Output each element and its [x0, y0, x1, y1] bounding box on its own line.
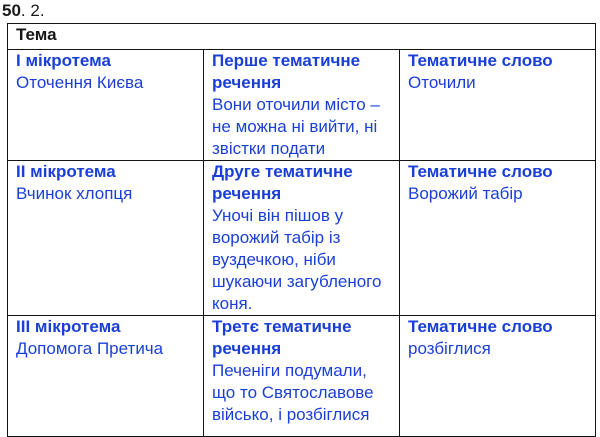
microtheme-cell: [8, 316, 204, 437]
word-label: Тематичне слово: [408, 51, 553, 70]
sentence-value: Вони оточили місто – не можна ні вийти, ні звістки подати: [212, 95, 380, 158]
exercise-sub-number: 2.: [30, 1, 45, 20]
word-value: Оточили: [408, 73, 476, 92]
exercise-number: 50. 2.: [2, 1, 45, 20]
word-label: Тематичне слово: [408, 317, 553, 336]
sentence-value: Печеніги подумали, що то Святославове військо, і розбіглися: [212, 361, 374, 424]
theme-row: [8, 24, 596, 50]
sentence-cell: [204, 161, 400, 316]
microtheme-cell: [8, 161, 204, 316]
sentence-label: Перше тематичне речення: [212, 51, 361, 92]
word-value: Ворожий табір: [408, 184, 523, 203]
sentence-label: Третє тематичне речення: [212, 317, 352, 358]
sentence-label: Друге тематичне речення: [212, 162, 353, 203]
microtheme-value: Оточення Києва: [16, 73, 144, 92]
word-value: розбіглися: [408, 339, 491, 358]
sentence-cell: [204, 50, 400, 161]
theme-cell: [8, 24, 596, 50]
word-cell: [400, 316, 596, 437]
word-label: Тематичне слово: [408, 162, 553, 181]
word-cell: [400, 161, 596, 316]
exercise-main-number: 50: [2, 1, 21, 20]
word-cell: [400, 50, 596, 161]
microtheme-value: Вчинок хлопця: [16, 184, 133, 203]
table-row: [8, 161, 596, 316]
theme-label: Тема: [16, 25, 57, 44]
microtheme-label: І мікротема: [16, 51, 111, 70]
microtheme-label: ІІІ мікротема: [16, 317, 121, 336]
microtheme-label: ІІ мікротема: [16, 162, 116, 181]
table-row: [8, 50, 596, 161]
sentence-value: Уночі він пішов у ворожий табір із вуздечкою, ніби шукаючи загубленого коня.: [212, 206, 382, 313]
table-row: [8, 316, 596, 437]
sentence-cell: [204, 316, 400, 437]
microtheme-value: Допомога Претича: [16, 339, 164, 358]
microtheme-table: [7, 23, 596, 437]
microtheme-cell: [8, 50, 204, 161]
